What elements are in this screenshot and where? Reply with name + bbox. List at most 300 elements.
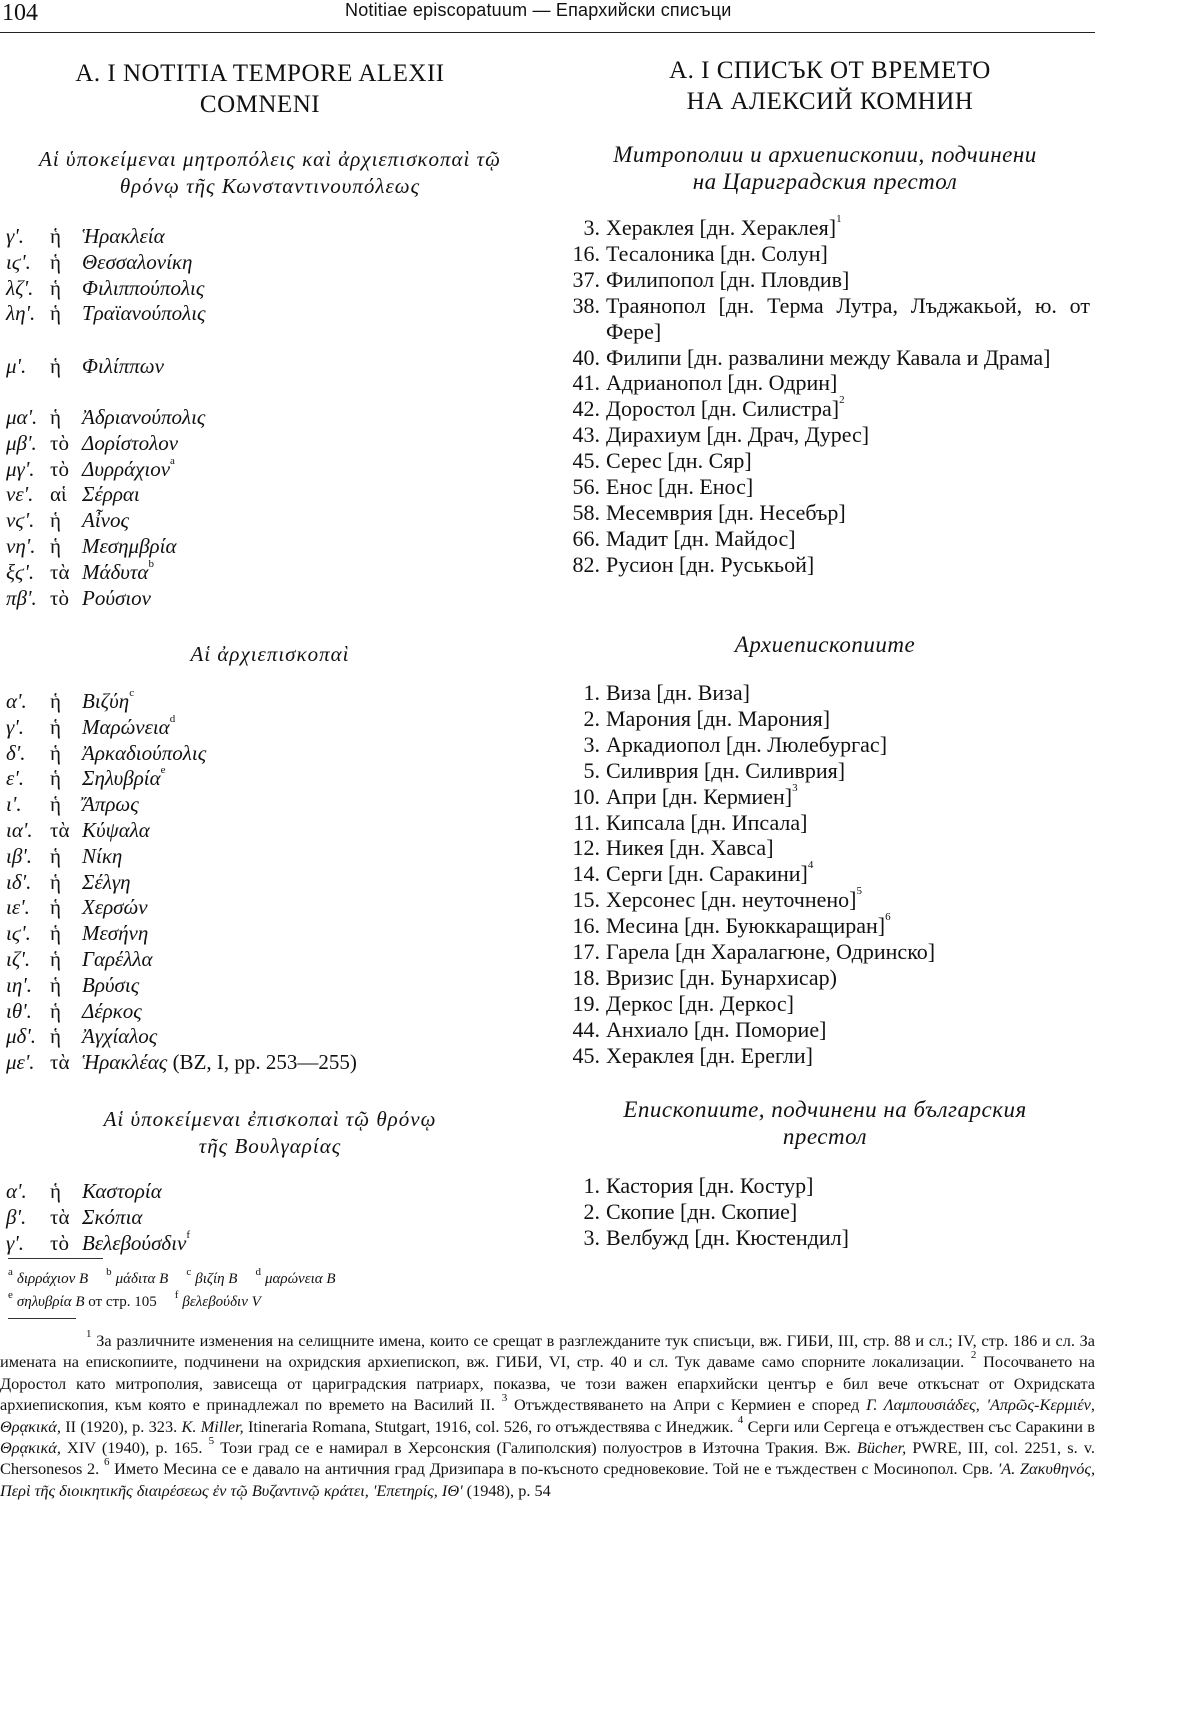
- list-item: [560, 1173, 1090, 1199]
- bulgarian-list: [560, 680, 1090, 1069]
- variant-reading: μαρώνεια B: [264, 1271, 336, 1287]
- list-item: [560, 526, 1090, 552]
- item-number: 3.: [583, 215, 600, 240]
- heading-line: престол: [782, 1124, 868, 1149]
- item-name: Ρούσιον: [82, 585, 151, 610]
- list-item: [560, 448, 1090, 474]
- item-number: ιδ'.: [6, 869, 32, 894]
- list-item: [6, 921, 546, 947]
- item-text: [606, 474, 1090, 500]
- variant-marker: a: [170, 454, 175, 467]
- footnote-text: K. Miller,: [181, 1416, 244, 1436]
- item-name: Σέλγη: [82, 869, 131, 894]
- list-item: [6, 973, 546, 999]
- variant-marker: f: [174, 1289, 179, 1301]
- list-item: [6, 1205, 546, 1231]
- footnote-number: 6: [103, 1456, 110, 1469]
- list-item: [560, 835, 1090, 861]
- item-number: β'.: [6, 1204, 27, 1229]
- item-name: Καστορία: [82, 1179, 162, 1203]
- list-item: [560, 965, 1090, 991]
- item-text: [606, 758, 1090, 784]
- footnote-text: Отъждествяването на Апри с Кермиен е според: [507, 1395, 867, 1415]
- item-number: 45.: [572, 1042, 600, 1068]
- item-name: Месемврия [дн. Несебър]: [606, 499, 846, 525]
- heading-line: на Цариградския престол: [692, 169, 958, 194]
- greek-list: [6, 354, 546, 380]
- item-name: Филипи [дн. развалини между Кавала и Драма]: [606, 344, 1051, 370]
- footnote-marker: 6: [885, 911, 891, 924]
- list-item: [6, 276, 546, 302]
- variant-marker: d: [255, 1266, 261, 1278]
- variant: [8, 1266, 89, 1287]
- item-name: Φιλίππων: [82, 354, 164, 378]
- item-number: 82.: [572, 551, 600, 577]
- item-text: [606, 422, 1090, 448]
- item-article: ἡ: [50, 508, 61, 533]
- item-number: 3.: [583, 731, 600, 757]
- item-name: Серес [дн. Сяр]: [606, 448, 752, 474]
- list-item: [560, 680, 1090, 706]
- list-item: [560, 422, 1090, 448]
- list-item: [560, 267, 1090, 293]
- item-number: 44.: [572, 1016, 600, 1042]
- footnote-text: Посочването на Доростол като митрополия, зависеща от цариградския патриарх, показва, че този важен епархийски център е бил вече откъснат от Охридската архиепископия, към която е принадлежал по времето на Василий II.: [0, 1352, 1095, 1415]
- footnote-number: 5: [208, 1435, 215, 1448]
- item-article: ἡ: [50, 895, 61, 920]
- item-name: Φιλιππούπολις: [82, 275, 205, 300]
- heading-line: Αἱ ὑποκείμεναι ἐπισκοπαὶ τῷ θρόνῳ: [103, 1107, 437, 1131]
- item-name: Деркос [дн. Деркос]: [606, 990, 794, 1016]
- item-number: μβ'.: [6, 430, 37, 455]
- item-article: ἡ: [50, 354, 61, 378]
- title-line: A. I NOTITIA TEMPORE ALEXII: [75, 60, 445, 87]
- list-item: [560, 991, 1090, 1017]
- item-text: [606, 1199, 1090, 1225]
- item-name: Νίκη: [82, 843, 123, 868]
- list-item: [560, 861, 1090, 887]
- item-text: [606, 267, 1090, 293]
- variant-marker: e: [8, 1289, 13, 1301]
- item-number: 2.: [583, 705, 600, 731]
- item-number: 18.: [572, 964, 600, 990]
- item-text: [606, 706, 1090, 732]
- item-article: ἡ: [50, 533, 61, 558]
- item-name: Велбужд [дн. Кюстендил]: [606, 1224, 849, 1250]
- item-number: 17.: [572, 939, 600, 965]
- list-item: [6, 1228, 546, 1257]
- item-name: Τραϊανούπολις: [82, 301, 206, 326]
- item-number: ιθ'.: [6, 998, 32, 1023]
- variant-marker: b: [148, 557, 154, 570]
- item-article: τὸ: [50, 430, 69, 455]
- item-number: α'.: [6, 689, 27, 713]
- item-article: ἡ: [50, 301, 61, 326]
- item-name: Ἄπρως: [82, 792, 139, 817]
- variant: [186, 1266, 238, 1287]
- item-name: Силиврия [дн. Силиврия]: [606, 757, 846, 783]
- item-number: ια'.: [6, 817, 33, 842]
- list-item: [6, 792, 546, 818]
- list-item: [6, 1179, 546, 1205]
- item-number: 40.: [572, 344, 600, 370]
- variant: [106, 1266, 169, 1287]
- variant-line: [8, 1268, 354, 1291]
- item-name: Μεσήνη: [82, 921, 149, 946]
- variant-marker: c: [129, 687, 135, 699]
- item-number: μδ'.: [6, 1024, 37, 1049]
- list-item: [560, 396, 1090, 422]
- item-number: γ'.: [6, 1230, 25, 1255]
- heading-line: τῆς Βουλγαρίας: [198, 1134, 342, 1158]
- item-name: Γαρέλλα: [82, 946, 153, 971]
- item-number: 56.: [572, 474, 600, 500]
- item-number: 3.: [583, 1224, 600, 1250]
- item-number: 42.: [572, 396, 600, 422]
- item-article: ἡ: [50, 972, 61, 997]
- list-item: [6, 844, 546, 870]
- item-article: ἡ: [50, 740, 61, 765]
- list-item: [6, 586, 546, 612]
- item-text: [606, 991, 1090, 1017]
- footnotes: [0, 1330, 1095, 1501]
- variant-reading: βελεβούδιν V: [182, 1294, 261, 1310]
- item-name: Δορίστολον: [82, 430, 179, 455]
- footnote-marker: 5: [856, 885, 863, 898]
- item-name: Серги [дн. Саракини]: [606, 861, 808, 887]
- title-line: НА АЛЕКСИЙ КОМНИН: [686, 88, 974, 115]
- item-name: Хераклея [дн. Ерегли]: [606, 1042, 813, 1068]
- item-text: [606, 345, 1090, 371]
- item-name: Месина [дн. Буюккаращиран]: [606, 913, 886, 939]
- list-item: [560, 781, 1090, 810]
- item-name: Μεσημβρία: [82, 533, 177, 558]
- variant-marker: f: [186, 1228, 191, 1241]
- list-item: [6, 301, 546, 327]
- list-item: [560, 474, 1090, 500]
- variant-note: от стр. 105: [84, 1294, 157, 1310]
- heading-line: Архиепископиите: [734, 632, 916, 657]
- item-article: τὸ: [50, 456, 69, 481]
- item-name: Хераклея [дн. Хераклея]: [606, 215, 837, 240]
- section-heading: [0, 146, 540, 200]
- greek-list-title: [20, 58, 500, 120]
- footnote-text: Θρᾳκικά,: [0, 1438, 61, 1458]
- item-article: ἡ: [50, 792, 61, 817]
- list-item: [560, 1225, 1090, 1251]
- item-article: ἡ: [50, 946, 61, 971]
- variant-reading: μάδιτα B: [115, 1271, 169, 1287]
- item-text: [606, 1043, 1090, 1069]
- item-article: τὰ: [50, 1050, 70, 1075]
- item-name: Βιζύη: [82, 689, 130, 713]
- footnote-text: II (1920), p. 323.: [60, 1416, 182, 1436]
- greek-list: [6, 1179, 546, 1256]
- footnote-marker: 2: [839, 394, 845, 407]
- item-number: γ'.: [6, 714, 25, 739]
- list-item: [6, 741, 546, 767]
- item-name: Ἡρακλέας: [82, 1050, 168, 1075]
- item-name: Ἀρκαδιούπολις: [82, 740, 207, 765]
- bulgarian-list: [560, 1173, 1090, 1251]
- list-item: [560, 810, 1090, 836]
- greek-list: [6, 689, 546, 1076]
- item-number: ιε'.: [6, 895, 30, 920]
- list-item: [560, 293, 1090, 345]
- list-item: [6, 224, 546, 250]
- item-article: τὸ: [50, 1230, 69, 1255]
- list-item: [560, 1017, 1090, 1043]
- footnote-text: 'Α. Ζακυθηνός, Περὶ τῆς διοικητικῆς διαιρέσεως ἐν τῷ Βυζαντινῷ κράτει, 'Επετηρίς, ΙΘ': [0, 1459, 1096, 1500]
- running-title: Notitiae episcopatuum — Епархийски списъци: [345, 0, 732, 20]
- footnote-text: Серги или Сергеца е отъждествен със Саракини в: [743, 1416, 1095, 1436]
- variant: [174, 1289, 261, 1310]
- list-item: [560, 913, 1090, 939]
- item-name: Вризис [дн. Бунархисар): [606, 964, 837, 990]
- item-name: Σκόπια: [82, 1204, 143, 1229]
- item-name: Σηλυβρία: [82, 766, 161, 791]
- footnote-text: Itineraria Romana, Stutgart, 1916, col. 526, го отъждествява с Инеджик.: [243, 1416, 738, 1436]
- item-text: [606, 781, 1090, 810]
- item-reference: (BZ, I, pp. 253—255): [167, 1050, 357, 1075]
- list-item: [6, 947, 546, 973]
- footnote-marker: 4: [807, 859, 814, 872]
- footnote-text: Този град се е намирал в Херсонския (Галиполския) полуостров в Източна Тракия. Вж.: [214, 1438, 857, 1458]
- item-number: 1.: [583, 680, 600, 705]
- textual-variants: [8, 1268, 354, 1314]
- footnote-number: 1: [86, 1328, 92, 1340]
- item-name: Марония [дн. Марония]: [606, 705, 831, 731]
- footnote-text: XIV (1940), p. 165.: [60, 1438, 209, 1458]
- list-item: [560, 500, 1090, 526]
- list-item: [6, 250, 546, 276]
- item-number: λζ'.: [6, 275, 34, 300]
- item-name: Русион [дн. Руськьой]: [606, 551, 815, 577]
- item-number: ξϛ'.: [6, 559, 35, 584]
- item-number: 66.: [572, 525, 600, 551]
- item-text: [606, 939, 1090, 965]
- item-name: Βελεβούσδιν: [82, 1230, 187, 1255]
- list-item: [6, 508, 546, 534]
- variant-marker: a: [8, 1266, 13, 1278]
- item-text: [606, 887, 1090, 913]
- item-text: [606, 732, 1090, 758]
- list-item: [6, 999, 546, 1025]
- bulgarian-list-title: [600, 55, 1060, 117]
- item-article: τὰ: [50, 1204, 70, 1229]
- item-number: 12.: [572, 835, 600, 861]
- item-name: Δυρράχιον: [82, 456, 171, 481]
- item-number: μα'.: [6, 405, 38, 429]
- item-text: [606, 293, 1090, 345]
- item-number: 11.: [573, 809, 600, 835]
- item-article: τὸ: [50, 585, 69, 610]
- item-number: 16.: [572, 240, 600, 266]
- section-heading: [560, 631, 1090, 658]
- item-text: [606, 241, 1090, 267]
- item-number: δ'.: [6, 740, 26, 765]
- list-item: [560, 552, 1090, 578]
- item-name: Αἶνος: [82, 508, 130, 533]
- list-item: [6, 454, 546, 483]
- footnote-number: 2: [970, 1349, 977, 1362]
- item-number: πβ'.: [6, 585, 37, 610]
- footnote-marker: 3: [792, 781, 798, 794]
- list-item: [6, 712, 546, 741]
- list-item: [560, 939, 1090, 965]
- variant-marker: d: [169, 712, 176, 725]
- item-number: μ'.: [6, 354, 27, 378]
- item-article: ἡ: [50, 843, 61, 868]
- list-item: [560, 706, 1090, 732]
- footnote-number: 3: [501, 1392, 508, 1405]
- item-text: [606, 810, 1090, 836]
- item-text: [606, 526, 1090, 552]
- header-rule: [0, 32, 1095, 33]
- item-article: τὰ: [50, 817, 70, 842]
- footnote-text: PWRE, III, col. 2251, s. v. Chersonesos 2.: [0, 1438, 1095, 1479]
- footnote-rule: [8, 1318, 76, 1319]
- item-article: ἡ: [50, 921, 61, 946]
- item-text: [606, 500, 1090, 526]
- item-text: [606, 913, 1090, 939]
- item-name: Ἀδριανούπολις: [82, 405, 206, 429]
- item-article: αἱ: [50, 482, 67, 507]
- footnote-text: За различните изменения на селищните имена, които се срещат в разглежданите тук списъци, вж. ГИБИ, III, стр. 88 и сл.; IV, стр. 186 и сл. За имената на епископиите, подчинени на охридския архиепископ, вж. ГИБИ, VI, стр. 40 и сл. Тук даваме само спорните локализации.: [0, 1331, 1095, 1372]
- item-text: [606, 1225, 1090, 1251]
- list-item: [560, 215, 1090, 241]
- list-item: [6, 1050, 546, 1076]
- item-article: ἡ: [50, 689, 61, 713]
- item-article: ἡ: [50, 275, 61, 300]
- list-item: [6, 766, 546, 792]
- list-item: [6, 818, 546, 844]
- bulgarian-list: [560, 215, 1090, 578]
- footnote-marker: 1: [836, 213, 842, 225]
- variant-line: [8, 1291, 354, 1314]
- item-number: ιη'.: [6, 972, 32, 997]
- list-item: [6, 895, 546, 921]
- section-heading: [560, 1096, 1090, 1150]
- variant: [8, 1289, 157, 1310]
- list-item: [6, 557, 546, 586]
- item-article: ἡ: [50, 224, 61, 248]
- item-number: ι'.: [6, 792, 22, 817]
- variant-marker: c: [186, 1266, 192, 1278]
- item-number: νη'.: [6, 533, 36, 558]
- item-number: 10.: [572, 783, 600, 809]
- item-number: 41.: [572, 370, 600, 396]
- item-name: Μαρώνεια: [82, 714, 170, 739]
- variant-reading: διρράχιον B: [16, 1271, 89, 1287]
- item-number: ε'.: [6, 766, 25, 791]
- item-text: [606, 448, 1090, 474]
- list-item: [560, 758, 1090, 784]
- variant: [255, 1266, 336, 1287]
- variant-reading: βιζίη B: [195, 1271, 238, 1287]
- item-name: Дирахиум [дн. Драч, Дурес]: [606, 422, 870, 448]
- item-number: 58.: [572, 499, 600, 525]
- item-number: 19.: [572, 990, 600, 1016]
- list-item: [6, 689, 546, 715]
- item-number: 16.: [572, 913, 600, 939]
- item-name: Скопие [дн. Скопие]: [606, 1198, 798, 1224]
- heading-line: Αἱ ἀρχιεπισκοπαὶ: [190, 642, 350, 666]
- variant-marker: b: [106, 1266, 112, 1278]
- item-name: Апри [дн. Кермиен]: [606, 783, 793, 809]
- item-name: Ἡρακλεία: [82, 224, 165, 248]
- item-number: 37.: [572, 266, 600, 292]
- item-article: ἡ: [50, 249, 61, 274]
- footnote-text: (1948), p. 54: [462, 1480, 551, 1500]
- item-number: 5.: [583, 757, 600, 783]
- list-item: [6, 431, 546, 457]
- item-name: Кастория [дн. Костур]: [606, 1173, 814, 1198]
- item-article: ἡ: [50, 1024, 61, 1049]
- item-number: 2.: [583, 1198, 600, 1224]
- item-number: με'.: [6, 1050, 35, 1075]
- item-name: Кипсала [дн. Ипсала]: [606, 809, 808, 835]
- item-number: ιζ'.: [6, 946, 31, 971]
- item-number: α'.: [6, 1179, 27, 1203]
- item-number: νϛ'.: [6, 508, 35, 533]
- item-name: Анхиало [дн. Поморие]: [606, 1016, 827, 1042]
- item-text: [606, 1173, 1090, 1199]
- item-name: Гарела [дн Харалагюне, Одринско]: [606, 939, 936, 965]
- item-name: Тесалоника [дн. Солун]: [606, 240, 828, 266]
- item-name: Μάδυτα: [82, 559, 149, 584]
- list-item: [6, 870, 546, 896]
- item-name: Херсонес [дн. неуточнено]: [606, 887, 857, 913]
- list-item: [6, 405, 546, 431]
- item-article: ἡ: [50, 1179, 61, 1203]
- heading-line: Епископиите, подчинени на българския: [623, 1097, 1027, 1122]
- list-item: [560, 345, 1090, 371]
- item-name: Мадит [дн. Майдос]: [606, 525, 796, 551]
- item-number: 14.: [572, 861, 600, 887]
- item-number: ιϛ'.: [6, 921, 31, 946]
- item-number: ιβ'.: [6, 843, 33, 868]
- item-name: Виза [дн. Виза]: [606, 680, 750, 705]
- list-item: [6, 534, 546, 560]
- item-name: Χερσών: [82, 895, 148, 920]
- footnote-number: 4: [737, 1413, 744, 1426]
- item-number: 43.: [572, 422, 600, 448]
- item-number: ιϛ'.: [6, 249, 31, 274]
- item-text: [606, 215, 1090, 241]
- section-heading: [0, 641, 540, 668]
- footnote-text: Bücher,: [856, 1438, 907, 1458]
- item-name: Енос [дн. Енос]: [606, 474, 754, 500]
- item-number: 38.: [572, 292, 600, 318]
- item-name: Траянопол [дн. Терма Лутра, Лъджакьой, ю. от Фере]: [606, 292, 1090, 344]
- item-name: Σέρραι: [82, 482, 140, 507]
- greek-list: [6, 224, 546, 327]
- item-article: ἡ: [50, 766, 61, 791]
- item-number: 45.: [572, 448, 600, 474]
- page-number: 104: [2, 0, 38, 26]
- list-item: [560, 1199, 1090, 1225]
- list-item: [560, 1043, 1090, 1069]
- item-article: τὰ: [50, 559, 70, 584]
- title-line: COMNENI: [199, 91, 321, 118]
- item-name: Филипопол [дн. Пловдив]: [606, 266, 850, 292]
- section-heading: [0, 1106, 540, 1160]
- item-name: Δέρκος: [82, 998, 142, 1023]
- heading-line: θρόνῳ τῆς Κωνσταντινουπόλεως: [119, 174, 421, 198]
- item-text: [606, 680, 1090, 706]
- list-item: [560, 370, 1090, 396]
